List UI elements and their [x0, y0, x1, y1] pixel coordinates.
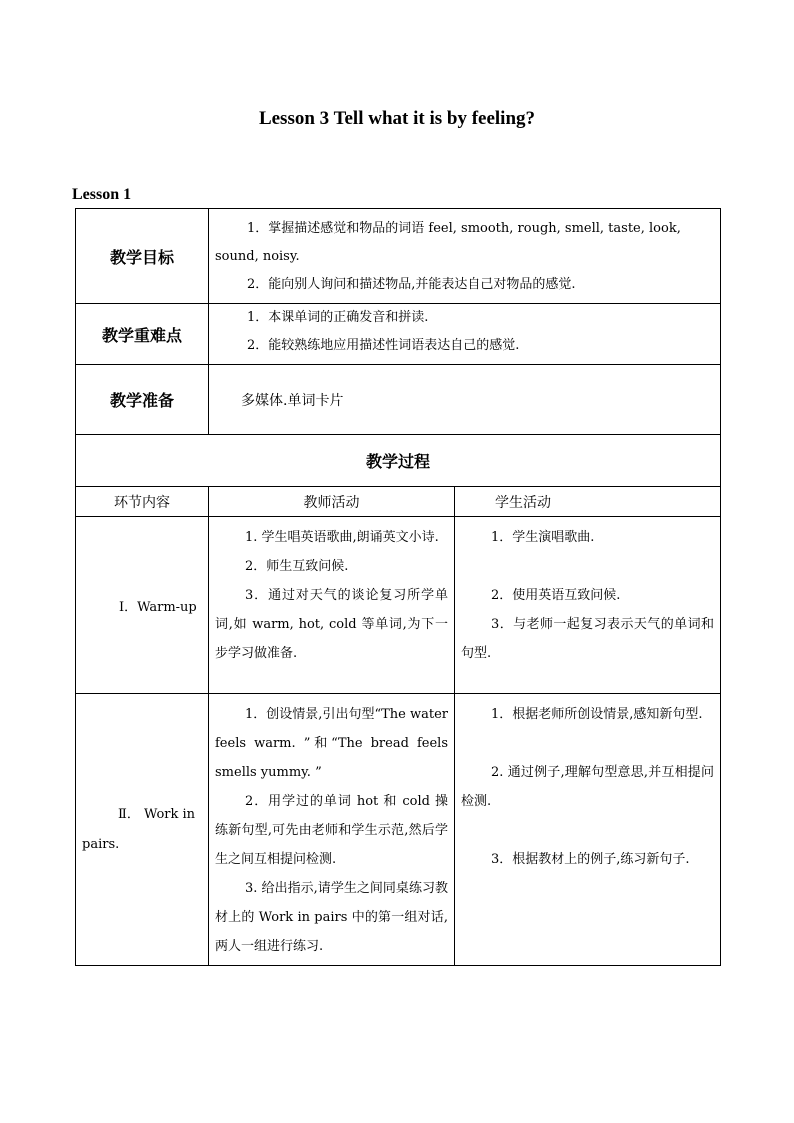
key-points-header: 教学重难点 [76, 304, 209, 365]
process-title-row [76, 435, 721, 487]
student-activity: 3．与老师一起复习表示天气的单词和句型. [461, 617, 714, 661]
stage-name-line-2: pairs. [82, 836, 120, 852]
col-header-teacher: 教师活动 [209, 487, 455, 517]
student-activity: 2. 通过例子,理解句型意思,并互相提问检测. [461, 765, 714, 809]
column-header-row [76, 487, 721, 517]
student-activity: 1．学生演唱歌曲. [491, 530, 595, 545]
stage-row-warmup [76, 517, 721, 694]
teacher-activity: 3. 给出指示,请学生之间同桌练习教材上的 Work in pairs 中的第一组对话,两人一组进行练习. [215, 881, 448, 954]
stage-row-pairs [76, 694, 721, 966]
col-header-student: 学生活动 [455, 487, 721, 517]
stage-name-pairs [76, 694, 209, 966]
objectives-line-2: 2．能向别人询问和描述物品,并能表达自己对物品的感觉. [247, 277, 576, 292]
objectives-line-1: 1．掌握描述感觉和物品的词语 feel, smooth, rough, smell, taste, look, [247, 221, 681, 236]
stage-name-line-1: Ⅱ． Work in [118, 806, 196, 822]
objectives-line-1b: sound, noisy. [215, 249, 300, 264]
key-points-line-1: 1．本课单词的正确发音和拼读. [247, 310, 429, 325]
objectives-content [209, 209, 721, 304]
process-title: 教学过程 [76, 435, 721, 487]
col-header-stage: 环节内容 [76, 487, 209, 517]
key-points-row [76, 304, 721, 365]
student-activity: 1．根据老师所创设情景,感知新句型. [491, 707, 703, 722]
preparation-row [76, 365, 721, 435]
stage-name-warmup: Ⅰ．Warm-up [76, 517, 209, 694]
student-activities-pairs [455, 694, 721, 966]
student-activity: 3．根据教材上的例子,练习新句子. [491, 852, 690, 867]
lesson-label: Lesson 1 [72, 186, 132, 203]
preparation-header: 教学准备 [76, 365, 209, 435]
teacher-activity: 3．通过对天气的谈论复习所学单词,如 warm, hot, cold 等单词,为下一步学习做准备. [215, 588, 448, 661]
student-activities-warmup [455, 517, 721, 694]
teacher-activity: 2．师生互致问候. [245, 559, 349, 574]
key-points-line-2: 2．能较熟练地应用描述性词语表达自己的感觉. [247, 338, 520, 353]
key-points-content [209, 304, 721, 365]
objectives-row [76, 209, 721, 304]
teacher-activity: 1. 学生唱英语歌曲,朗诵英文小诗. [245, 530, 439, 545]
teacher-activity: 2．用学过的单词 hot 和 cold 操练新句型,可先由老师和学生示范,然后学生之间互相提问检测. [215, 794, 448, 867]
document-title: Lesson 3 Tell what it is by feeling? [258, 108, 536, 129]
lesson-plan-table [75, 208, 721, 966]
teacher-activities-pairs [209, 694, 455, 966]
student-activity: 2．使用英语互致问候. [491, 588, 621, 603]
teacher-activity: 1．创设情景,引出句型“The water feels warm. ”和“The bread feels smells yummy. ” [215, 707, 448, 780]
teacher-activities-warmup [209, 517, 455, 694]
preparation-content: 多媒体.单词卡片 [209, 365, 721, 435]
objectives-header: 教学目标 [76, 209, 209, 304]
